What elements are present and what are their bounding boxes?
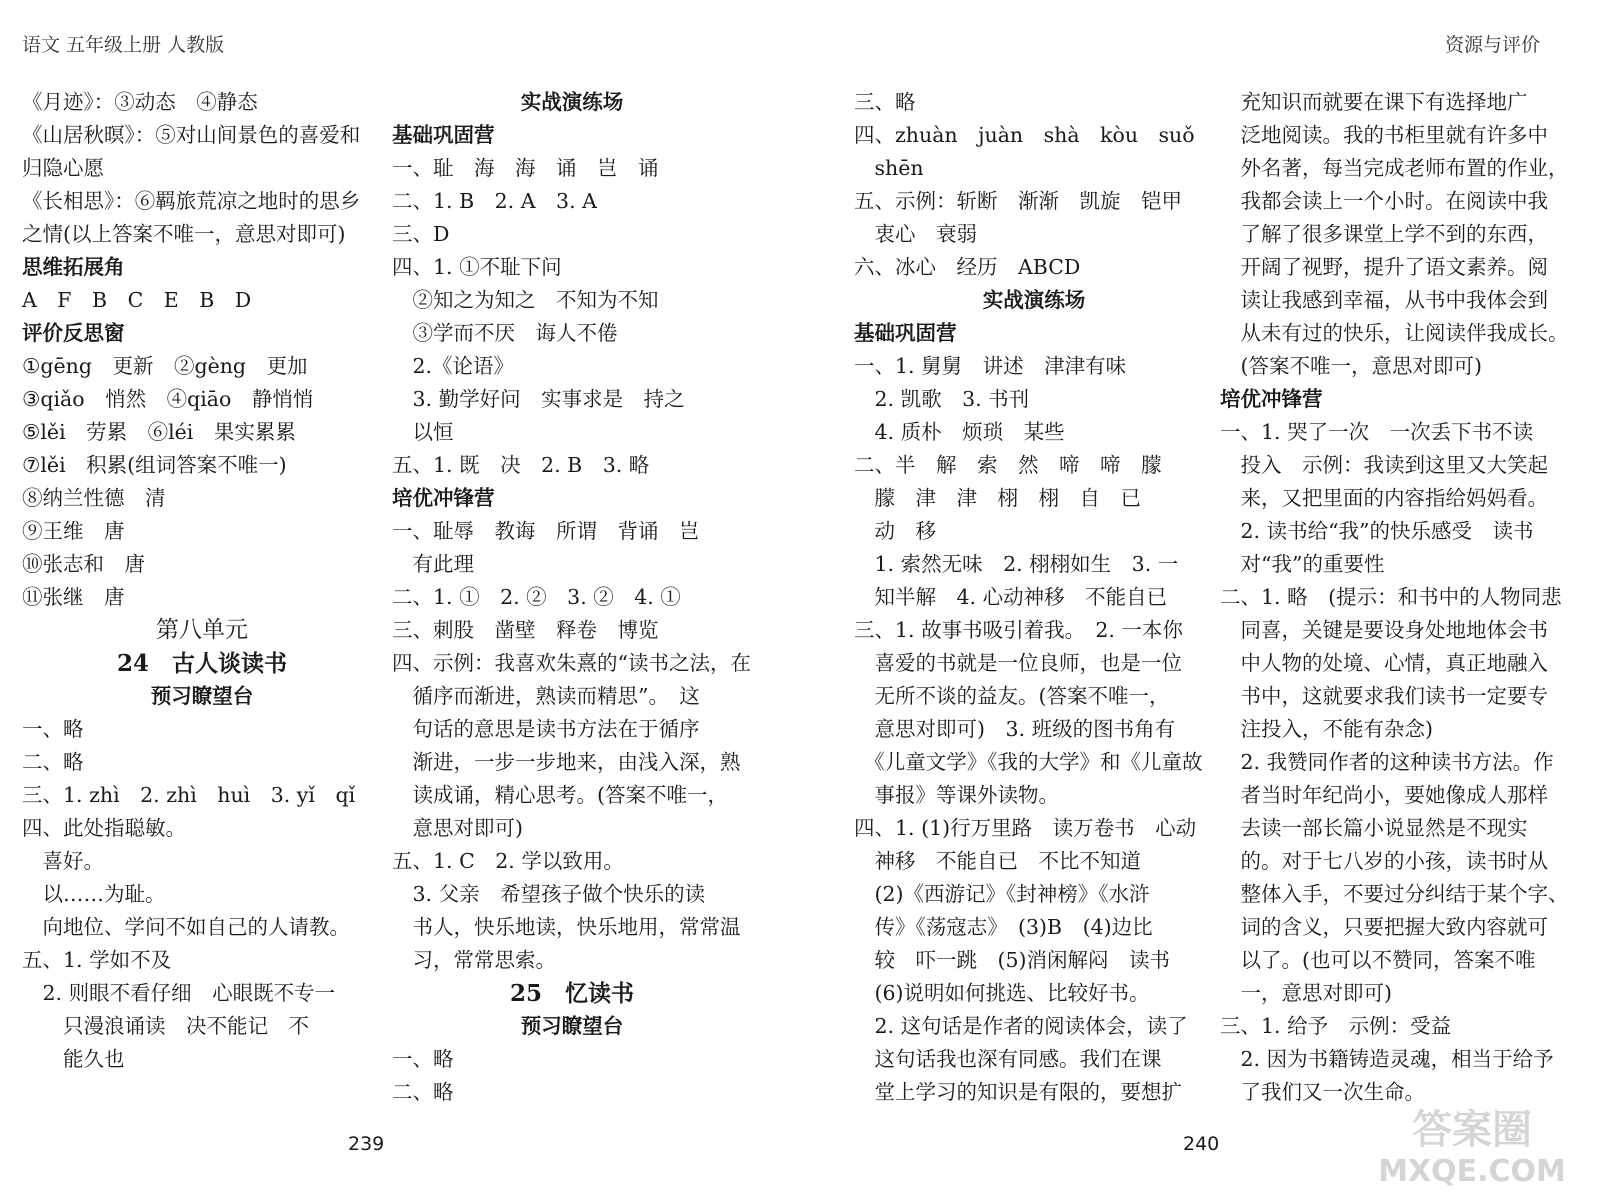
text-line: 无所不谈的益友。(答案不唯一， [854,684,1170,708]
text-line: 四、1. ①不耻下问 [392,255,562,279]
text-line: 只漫浪诵读 决不能记 不 [22,1014,309,1038]
text-line: 《儿童文学》《我的大学》和《儿童故 [854,750,1203,774]
text-line: 词的含义，只要把握大致内容就可 [1220,915,1548,939]
text-line: 动 移 [854,519,936,543]
text-line: 2. 这句话是作者的阅读体会，读了 [854,1014,1188,1038]
text-line: 三、1. 故事书吸引着我。 2. 一本你 [854,618,1183,642]
text-line: 以了。(也可以不赞同，答案不唯 [1220,948,1536,972]
text-line: 从未有过的快乐，让阅读伴我成长。 [1220,321,1569,345]
text-line: 事报》等课外读物。 [854,783,1059,807]
text-line: 2. 凯歌 3. 书刊 [854,387,1030,411]
text-line: 3. 父亲 希望孩子做个快乐的读 [392,882,706,906]
text-line: 了我们又一次生命。 [1220,1080,1425,1104]
text-line: 向地位、学问不如自己的人请教。 [22,915,350,939]
column-3 [854,86,1214,1109]
text-line: 书人，快乐地读，快乐地用，常常温 [392,915,741,939]
section-heading: 实战演练场 [520,90,624,114]
text-line: ⑪张继 唐 [22,585,125,609]
text-line: 朦 津 津 栩 栩 自 已 [854,486,1141,510]
text-line: 的。对于七八岁的小孩，读书时从 [1220,849,1548,873]
text-line: 四、1. (1)行万里路 读万卷书 心动 [854,816,1197,840]
text-line: 五、1. C 2. 学以致用。 [392,849,624,873]
text-line: 较 吓一跳 (5)消闲解闷 读书 [854,948,1171,972]
text-line: 以恒 [392,420,454,444]
section-heading: 培优冲锋营 [1220,387,1323,411]
text-line: (6)说明如何挑选、比较好书。 [854,981,1150,1005]
column-4 [1220,86,1580,1109]
text-line: 五、1. 既 决 2. B 3. 略 [392,453,650,477]
text-line: 渐进，一步一步地来，由浅入深，熟 [392,750,741,774]
text-line: ⑦lěi 积累(组词答案不唯一) [22,453,287,477]
text-line: 二、1. B 2. A 3. A [392,189,597,213]
text-line: 《长相思》：⑥羁旅荒凉之地时的思乡 [22,189,361,213]
page-number-left: 239 [348,1133,385,1155]
text-line: 堂上学习的知识是有限的，要想扩 [854,1080,1182,1104]
text-line: 2.《论语》 [392,354,515,378]
section-heading: 实战演练场 [982,288,1086,312]
text-line: 归隐心愿 [22,156,104,180]
text-line: 五、1. 学如不及 [22,948,172,972]
text-line: 有此理 [392,552,474,576]
text-line: 一，意思对即可) [1220,981,1392,1005]
text-line: 句话的意思是读书方法在于循序 [392,717,700,741]
text-line: 二、1. ① 2. ② 3. ② 4. ① [392,585,681,609]
text-line: 知半解 4. 心动神移 不能自已 [854,585,1168,609]
section-heading: 基础巩固营 [392,123,495,147]
text-line: 循序而渐进，熟读而精思”。 这 [392,684,700,708]
watermark-logo [1372,1097,1572,1189]
text-line: 读让我感到幸福，从书中我体会到 [1220,288,1548,312]
section-heading: 培优冲锋营 [392,486,495,510]
text-line: 充知识而就要在课下有选择地广 [1220,90,1528,114]
text-line: A F B C E B D [22,288,252,312]
text-line: 三、刺股 凿壁 释卷 博览 [392,618,659,642]
text-line: 二、1. 略 (提示：和书中的人物同悲 [1220,585,1562,609]
watermark-text-bottom: MXQE.COM [1378,1154,1566,1189]
text-line: 神移 不能自已 不比不知道 [854,849,1141,873]
text-line: ③学而不厌 诲人不倦 [392,321,618,345]
text-line: 《山居秋暝》：⑤对山间景色的喜爱和 [22,123,361,147]
watermark-text-top: 答案圈 [1412,1107,1532,1153]
text-line: 传》《荡寇志》 (3)B (4)边比 [854,915,1153,939]
text-line: 3. 勤学好问 实事求是 持之 [392,387,685,411]
text-line: 外名著，每当完成老师布置的作业， [1220,156,1569,180]
text-line: ⑤lěi 劳累 ⑥léi 果实累累 [22,420,296,444]
text-line: 去读一部长篇小说显然是不现实 [1220,816,1528,840]
text-line: 同喜，关键是要设身处地地体会书 [1220,618,1548,642]
text-line: 二、略 [22,750,84,774]
text-line: 读成诵，精心思考。(答案不唯一， [392,783,728,807]
section-heading: 预习瞭望台 [150,684,254,708]
text-line: 来，又把里面的内容指给妈妈看。 [1220,486,1548,510]
text-line: 三、1. 给予 示例：受益 [1220,1014,1452,1038]
text-line: 三、略 [854,90,916,114]
text-line: 4. 质朴 烦琐 某些 [854,420,1065,444]
text-line: 2. 则眼不看仔细 心眼既不专一 [22,981,336,1005]
text-line: 一、耻 海 海 诵 岂 诵 [392,156,659,180]
text-line: 喜好。 [22,849,104,873]
section-heading: 基础巩固营 [854,321,957,345]
text-line: 五、示例：斩断 渐渐 凯旋 铠甲 [854,189,1182,213]
text-line: 三、1. zhì 2. zhì huì 3. yǐ qǐ [22,783,356,807]
text-line: ⑩张志和 唐 [22,552,145,576]
text-line: 二、半 解 索 然 啼 啼 朦 [854,453,1162,477]
section-title-header: 资源与评价 [1444,34,1540,56]
text-line: 衷心 衰弱 [854,222,977,246]
text-line: 喜爱的书就是一位良师，也是一位 [854,651,1182,675]
section-heading: 预习瞭望台 [520,1014,624,1038]
text-line: 一、耻辱 教诲 所谓 背诵 岂 [392,519,700,543]
text-line: 对“我”的重要性 [1220,552,1385,576]
text-line: 了解了很多课堂上学不到的东西， [1220,222,1548,246]
text-line: 意思对即可) [392,816,523,840]
section-heading: 思维拓展角 [22,255,125,279]
text-line: ⑨王维 唐 [22,519,125,543]
column-1 [22,86,382,1076]
text-line: 四、zhuàn juàn shà kòu suǒ [854,123,1195,147]
page-number-right: 240 [1183,1133,1220,1155]
lesson-title: 25 忆读书 [509,980,634,1007]
text-line: 一、略 [22,717,84,741]
lesson-title: 24 古人谈读书 [116,650,287,677]
text-line: 六、冰心 经历 ABCD [854,255,1081,279]
text-line: 二、略 [392,1080,454,1104]
text-line: 整体入手，不要过分纠结于某个字、 [1220,882,1569,906]
text-line: 习，常常思索。 [392,948,556,972]
text-line: 之情(以上答案不唯一，意思对即可) [22,222,346,246]
text-line: 四、此处指聪敏。 [22,816,186,840]
text-line: 1. 索然无味 2. 栩栩如生 3. 一 [854,552,1179,576]
text-line: 注投入，不能有杂念) [1220,717,1433,741]
text-line: 2. 我赞同作者的这种读书方法。作 [1220,750,1554,774]
text-line: 四、示例：我喜欢朱熹的“读书之法，在 [392,651,751,675]
text-line: 一、1. 舅舅 讲述 津津有味 [854,354,1127,378]
text-line: 中人物的处境、心情，真正地融入 [1220,651,1548,675]
text-line: 者当时年纪尚小，要她像成人那样 [1220,783,1548,807]
text-line: 意思对即可) 3. 班级的图书角有 [854,717,1176,741]
text-line: 以……为耻。 [22,882,166,906]
text-line: 我都会读上一个小时。在阅读中我 [1220,189,1548,213]
text-line: 2. 读书给“我”的快乐感受 读书 [1220,519,1534,543]
text-line: 这句话我也深有同感。我们在课 [854,1047,1162,1071]
text-line: (2)《西游记》《封神榜》《水浒 [854,882,1150,906]
text-line: ⑧纳兰性德 清 [22,486,166,510]
text-line: 一、1. 哭了一次 一次丢下书不读 [1220,420,1534,444]
text-line: ②知之为知之 不知为不知 [392,288,659,312]
text-line: 2. 因为书籍铸造灵魂，相当于给予 [1220,1047,1554,1071]
column-2 [392,86,752,1109]
text-line: 书中，这就要求我们读书一定要专 [1220,684,1548,708]
text-line: 能久也 [22,1047,125,1071]
text-line: (答案不唯一，意思对即可) [1220,354,1482,378]
unit-title: 第八单元 [156,617,248,643]
section-heading: 评价反思窗 [22,321,125,345]
text-line: 泛地阅读。我的书柜里就有许多中 [1220,123,1548,147]
text-line: shēn [854,156,924,180]
text-line: 一、略 [392,1047,454,1071]
text-line: 开阔了视野，提升了语文素养。阅 [1220,255,1548,279]
book-title-header: 语文 五年级上册 人教版 [22,34,225,56]
text-line: ③qiǎo 悄然 ④qiāo 静悄悄 [22,387,314,411]
text-line: ①gēng 更新 ②gèng 更加 [22,354,308,378]
text-line: 三、D [392,222,450,246]
text-line: 《月迹》：③动态 ④静态 [22,90,258,114]
text-line: 投入 示例：我读到这里又大笑起 [1220,453,1548,477]
